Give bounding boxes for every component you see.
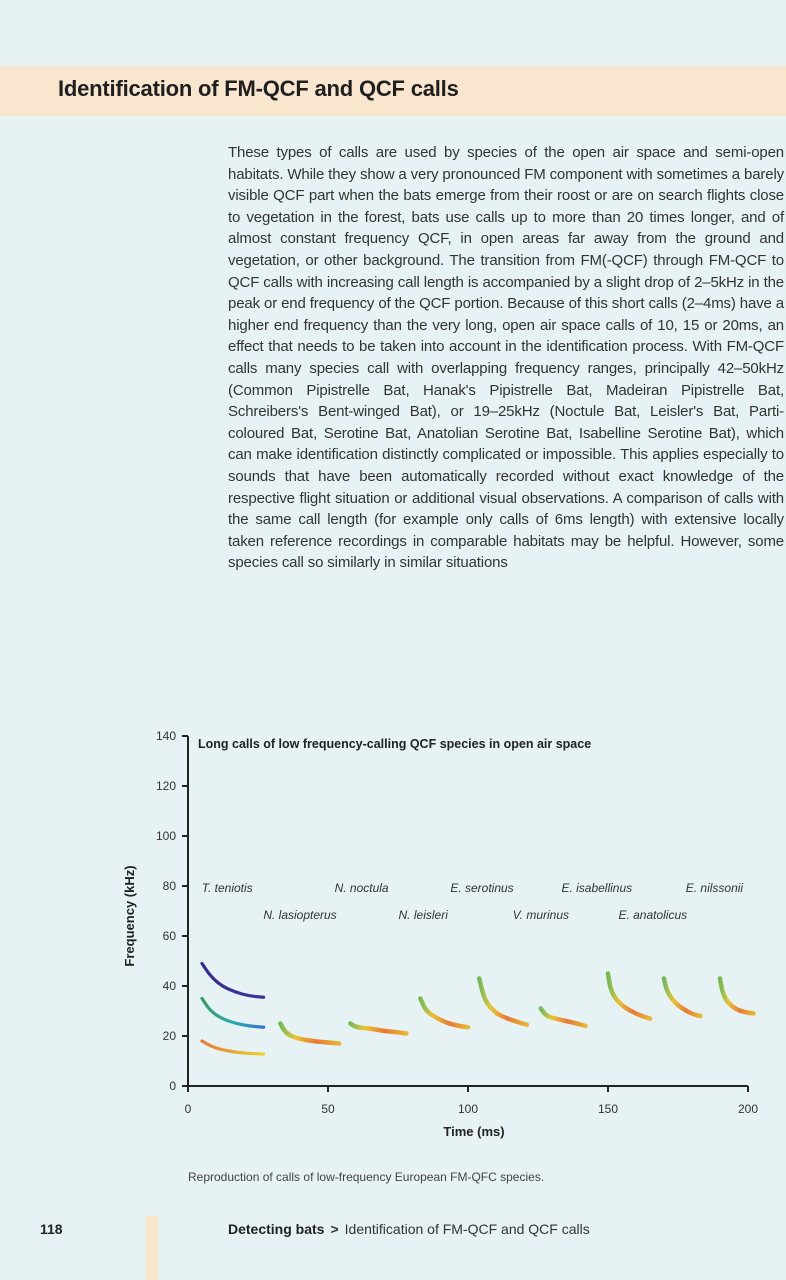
body-paragraph: These types of calls are used by species of the open air space and semi-open habitats. While they show a very pronounced FM component with sometimes a barely visible QCF part when the bats emerge from their roost or are on search flights close to vegetation in the forest, bats use calls up to more than 20 times longer, and of almost constant frequency QCF, in open areas far away from the ground and vegetation, or other background. The transition from FM(-QCF) through FM-QCF to QCF calls with increasing call length is accompanied by a slight drop of 2–5kHz in the peak or end frequency of the QCF portion. Because of this short calls (2–4ms) have a higher end frequency than the very long, open air space calls of 10, 15 or 20ms, an effect that needs to be taken into account in the identification process. With FM-QCF calls many species call with overlapping frequency ranges, principally 42–50kHz (Common Pipistrelle Bat, Hanak's Pipistrelle Bat, Madeiran Pipistrelle Bat, Schreibers's Bent-winged Bat), or 19–25kHz (Noctule Bat, Leisler's Bat, Parti-coloured Bat, Serotine Bat, Anatolian Serotine Bat, Isabelline Serotine Bat), which can make identification distinctly complicated or impossible. This applies especially to sounds that have been automatically recorded without exact knowledge of the respective flight situation or additional visual observations. A comparison of calls with the same call length (for example only calls of 6ms length) with extensive locally taken reference recordings in comparable habitats may be helpful. However, some species call so similarly in similar situations <box>228 144 784 572</box>
y-tick-label: 140 <box>155 729 176 743</box>
species-label: V. murinus <box>512 908 570 922</box>
species-label: E. isabellinus <box>561 881 633 895</box>
footer-topic: Identification of FM-QCF and QCF calls <box>344 1221 590 1237</box>
y-tick-label: 0 <box>169 1079 176 1093</box>
species-label: T. teniotis <box>201 881 253 895</box>
y-tick-label: 100 <box>155 829 176 843</box>
call-trace <box>350 1024 406 1034</box>
call-trace <box>280 1024 339 1044</box>
spectrogram-chart <box>110 726 786 1146</box>
footer-band <box>146 1216 158 1280</box>
footer-separator: > <box>330 1221 339 1237</box>
section-title: Identification of FM-QCF and QCF calls <box>58 76 459 101</box>
call-trace <box>541 1009 586 1027</box>
x-tick-label: 200 <box>737 1102 759 1116</box>
x-tick-label: 150 <box>597 1102 619 1116</box>
y-axis-label: Frequency (kHz) <box>122 865 137 967</box>
call-trace <box>420 999 468 1028</box>
species-label: N. noctula <box>334 881 389 895</box>
species-label: E. anatolicus <box>618 908 688 922</box>
species-label: E. nilssonii <box>685 881 744 895</box>
call-trace <box>202 1041 264 1054</box>
y-tick-label: 60 <box>162 929 176 943</box>
x-tick-label: 0 <box>184 1102 192 1116</box>
figure-caption: Reproduction of calls of low-frequency European FM-QFC species. <box>188 1170 545 1184</box>
call-trace <box>664 979 700 1017</box>
call-trace <box>202 999 264 1028</box>
chart-title: Long calls of low frequency-calling QCF species in open air space <box>198 737 592 751</box>
y-tick-label: 120 <box>155 779 176 793</box>
species-label: N. lasiopterus <box>263 908 337 922</box>
y-tick-label: 40 <box>162 979 176 993</box>
call-trace <box>720 979 754 1014</box>
call-trace <box>608 974 650 1019</box>
y-tick-label: 20 <box>162 1029 176 1043</box>
call-trace <box>202 964 264 998</box>
footer-section: Detecting bats <box>228 1221 325 1237</box>
chart-svg <box>110 726 786 1146</box>
page-number: 118 <box>40 1221 63 1237</box>
species-label: N. leisleri <box>398 908 448 922</box>
call-trace <box>479 979 527 1025</box>
x-tick-label: 50 <box>321 1102 335 1116</box>
footer-breadcrumb <box>228 1221 590 1237</box>
x-axis-label: Time (ms) <box>443 1124 505 1139</box>
species-label: E. serotinus <box>450 881 514 895</box>
y-tick-label: 80 <box>162 879 176 893</box>
x-tick-label: 100 <box>457 1102 479 1116</box>
